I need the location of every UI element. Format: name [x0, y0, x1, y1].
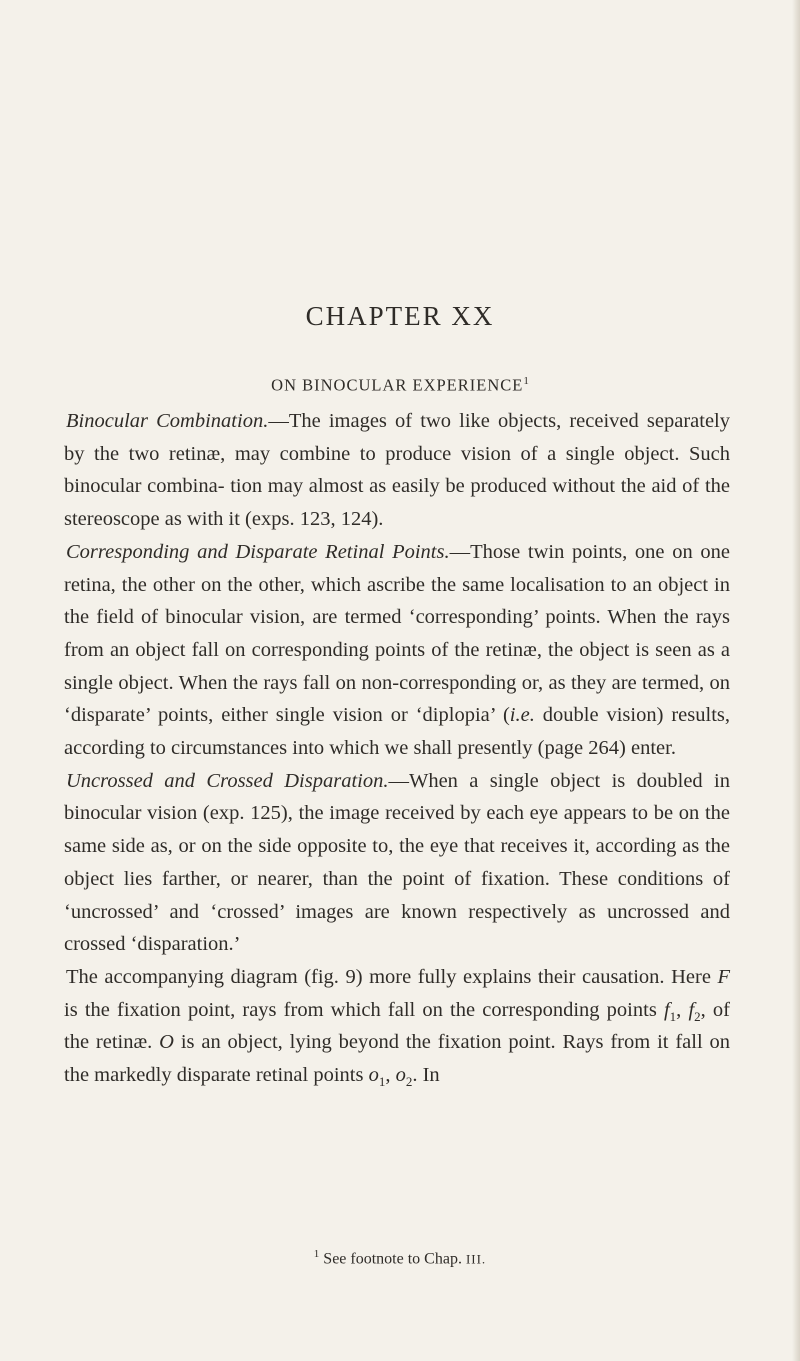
- footnote-reference: 1: [523, 375, 529, 387]
- section-title-text: ON BINOCULAR EXPERIENCE: [271, 375, 524, 395]
- subscript: 1: [378, 1074, 386, 1090]
- paragraph-text: —The images of two like objects, received separately by the two retinæ, may combine to produce vision of a single object. Such binocular combina- tion may almost as easily be produced without the aid of the stereoscope as with it (exps. 123, 124).: [64, 410, 730, 531]
- footnote: [0, 1241, 800, 1272]
- paragraph-text: is an object, lying beyond the fixation point. Rays from it fall on the markedly disparate retinal points: [64, 1031, 730, 1087]
- paragraph-text: The accompanying diagram (fig. 9) more fully explains their causation. Here: [66, 965, 718, 988]
- symbol-o: o: [395, 1064, 406, 1087]
- symbol-O: O: [159, 1031, 174, 1054]
- paragraph-heading: Binocular Combination.: [66, 410, 269, 432]
- symbol-o: o: [368, 1064, 379, 1087]
- body-text: [64, 405, 730, 1092]
- symbol-f: f: [688, 998, 695, 1021]
- subscript: 2: [405, 1074, 413, 1090]
- symbol-F: F: [717, 965, 730, 988]
- paragraph-text: , of the retinæ.: [64, 998, 730, 1054]
- subscript: 1: [669, 1008, 677, 1024]
- separator: ,: [385, 1064, 396, 1087]
- footnote-mark: 1: [313, 1248, 320, 1260]
- paragraph-text: —When a single object is doubled in binocular vision (exp. 125), the image received by each eye appears to be on the same side as, or on the side opposite to, the eye that receives it, according as the object lies farther, or nearer, than the point of fixation. These conditions of ‘uncrossed’ and ‘crossed’ images are known respectively as uncrossed and crossed ‘disparation.’: [64, 769, 730, 956]
- paragraph-binocular-combination: [64, 405, 730, 536]
- subscript: 2: [694, 1008, 701, 1024]
- ie-abbreviation: i.e.: [509, 704, 535, 727]
- paragraph-text: is the fixation point, rays from which fall on the corresponding points: [64, 998, 664, 1021]
- paragraph-heading: Uncrossed and Crossed Disparation.: [66, 769, 389, 792]
- chapter-heading: CHAPTER XX: [305, 301, 495, 331]
- page-edge-shadow: [792, 0, 800, 1361]
- paragraph-text: . In: [412, 1064, 440, 1087]
- section-title: [0, 368, 800, 399]
- paragraph-disparation: [64, 765, 730, 961]
- footnote-text: See footnote to Chap.: [319, 1250, 466, 1268]
- paragraph-diagram: [64, 961, 730, 1092]
- symbol-f: f: [663, 998, 670, 1021]
- paragraph-text: —Those twin points, one on one retina, the other on the other, which ascribe the same localisation to an object in the field of binocular vision, are termed ‘corresponding’ points. When the rays from an object fall on corresponding points of the retinæ, the object is seen as a single object. When the rays fall on non-corresponding or, as they are termed, on ‘disparate’ points, either single vision or ‘diplopia’ (: [64, 540, 730, 727]
- footnote-chapter: III.: [465, 1251, 487, 1267]
- paragraph-heading: Corresponding and Disparate Retinal Points.: [66, 540, 450, 563]
- separator: ,: [676, 998, 689, 1021]
- paragraph-text: double vision) results, according to circumstances into which we shall presently (page 264) enter.: [64, 704, 730, 760]
- paragraph-retinal-points: [64, 536, 730, 765]
